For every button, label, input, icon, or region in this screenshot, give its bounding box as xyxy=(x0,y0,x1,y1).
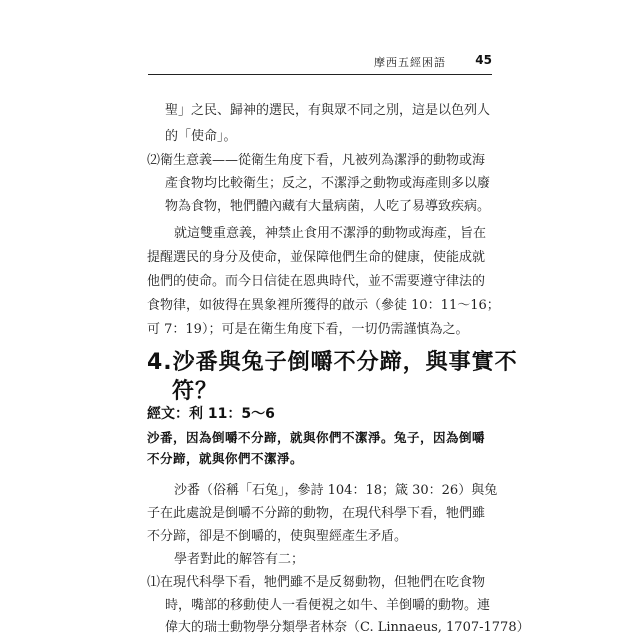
body-cite-line: 沙番（俗稱「石兔」，參詩 104：18；箴 30：26）與兔 xyxy=(174,483,498,498)
body-line-15: 時，嘴部的移動使人一看便視之如牛、羊倒嚼的動物。連 xyxy=(165,598,491,613)
body-line-13: 學者對此的解答有二； xyxy=(174,552,305,567)
body-line-6: 就這雙重意義，神禁止食用不潔淨的動物或海產，旨在 xyxy=(174,226,487,241)
body-line-5: 物為食物，牠們體內藏有大量病菌，人吃了易導致疾病。 xyxy=(165,199,491,214)
body-line-7: 提醒選民的身分及使命，並保障他們生命的健康，使能成就 xyxy=(147,250,486,265)
body-line-12: 不分蹄，卻是不倒嚼的，使與聖經產生矛盾。 xyxy=(147,529,408,544)
body-line-2: 的「使命」。 xyxy=(165,129,237,144)
body-line-11: 子在此處說是倒嚼不分蹄的動物，在現代科學下看，牠們雖 xyxy=(147,506,486,521)
body-line-14: ⑴在現代科學下看，牠們雖不是反芻動物，但牠們在吃食物 xyxy=(147,575,486,590)
scripture-reference: 經文：利 11：5～6 xyxy=(147,406,275,422)
verse-line-1: 沙番，因為倒嚼不分蹄，就與你們不潔淨。兔子，因為倒嚼 xyxy=(147,430,486,445)
body-line-9: 食物律，如彼得在異象裡所獲得的啟示（參徒 10：11～16； xyxy=(147,298,500,313)
body-line-16: 偉大的瑞士動物學分類學者林奈（C. Linnaeus, 1707-1778） xyxy=(165,620,530,635)
body-line-1: 聖」之民、歸神的選民，有與眾不同之別，這是以色列人 xyxy=(165,103,491,118)
section-heading-line-1: 4.沙番與兔子倒嚼不分蹄，與事實不 xyxy=(147,350,518,375)
body-line-8: 他們的使命。而今日信徒在恩典時代，並不需要遵守律法的 xyxy=(147,274,486,289)
verse-line-2: 不分蹄，就與你們不潔淨。 xyxy=(147,451,304,466)
body-line-10: 可 7：19）；可是在衛生角度下看，一切仍需謹慎為之。 xyxy=(147,322,469,337)
page-number: 45 xyxy=(475,53,492,67)
page-header xyxy=(148,52,492,75)
body-line-4: 產食物均比較衛生；反之，不潔淨之動物或海產則多以廢 xyxy=(165,176,491,191)
section-heading-line-2: 符？ xyxy=(172,379,219,404)
body-line-3: ⑵衛生意義——從衛生角度下看，凡被列為潔淨的動物或海 xyxy=(147,153,486,168)
running-title: 摩西五經困語 xyxy=(374,56,446,69)
